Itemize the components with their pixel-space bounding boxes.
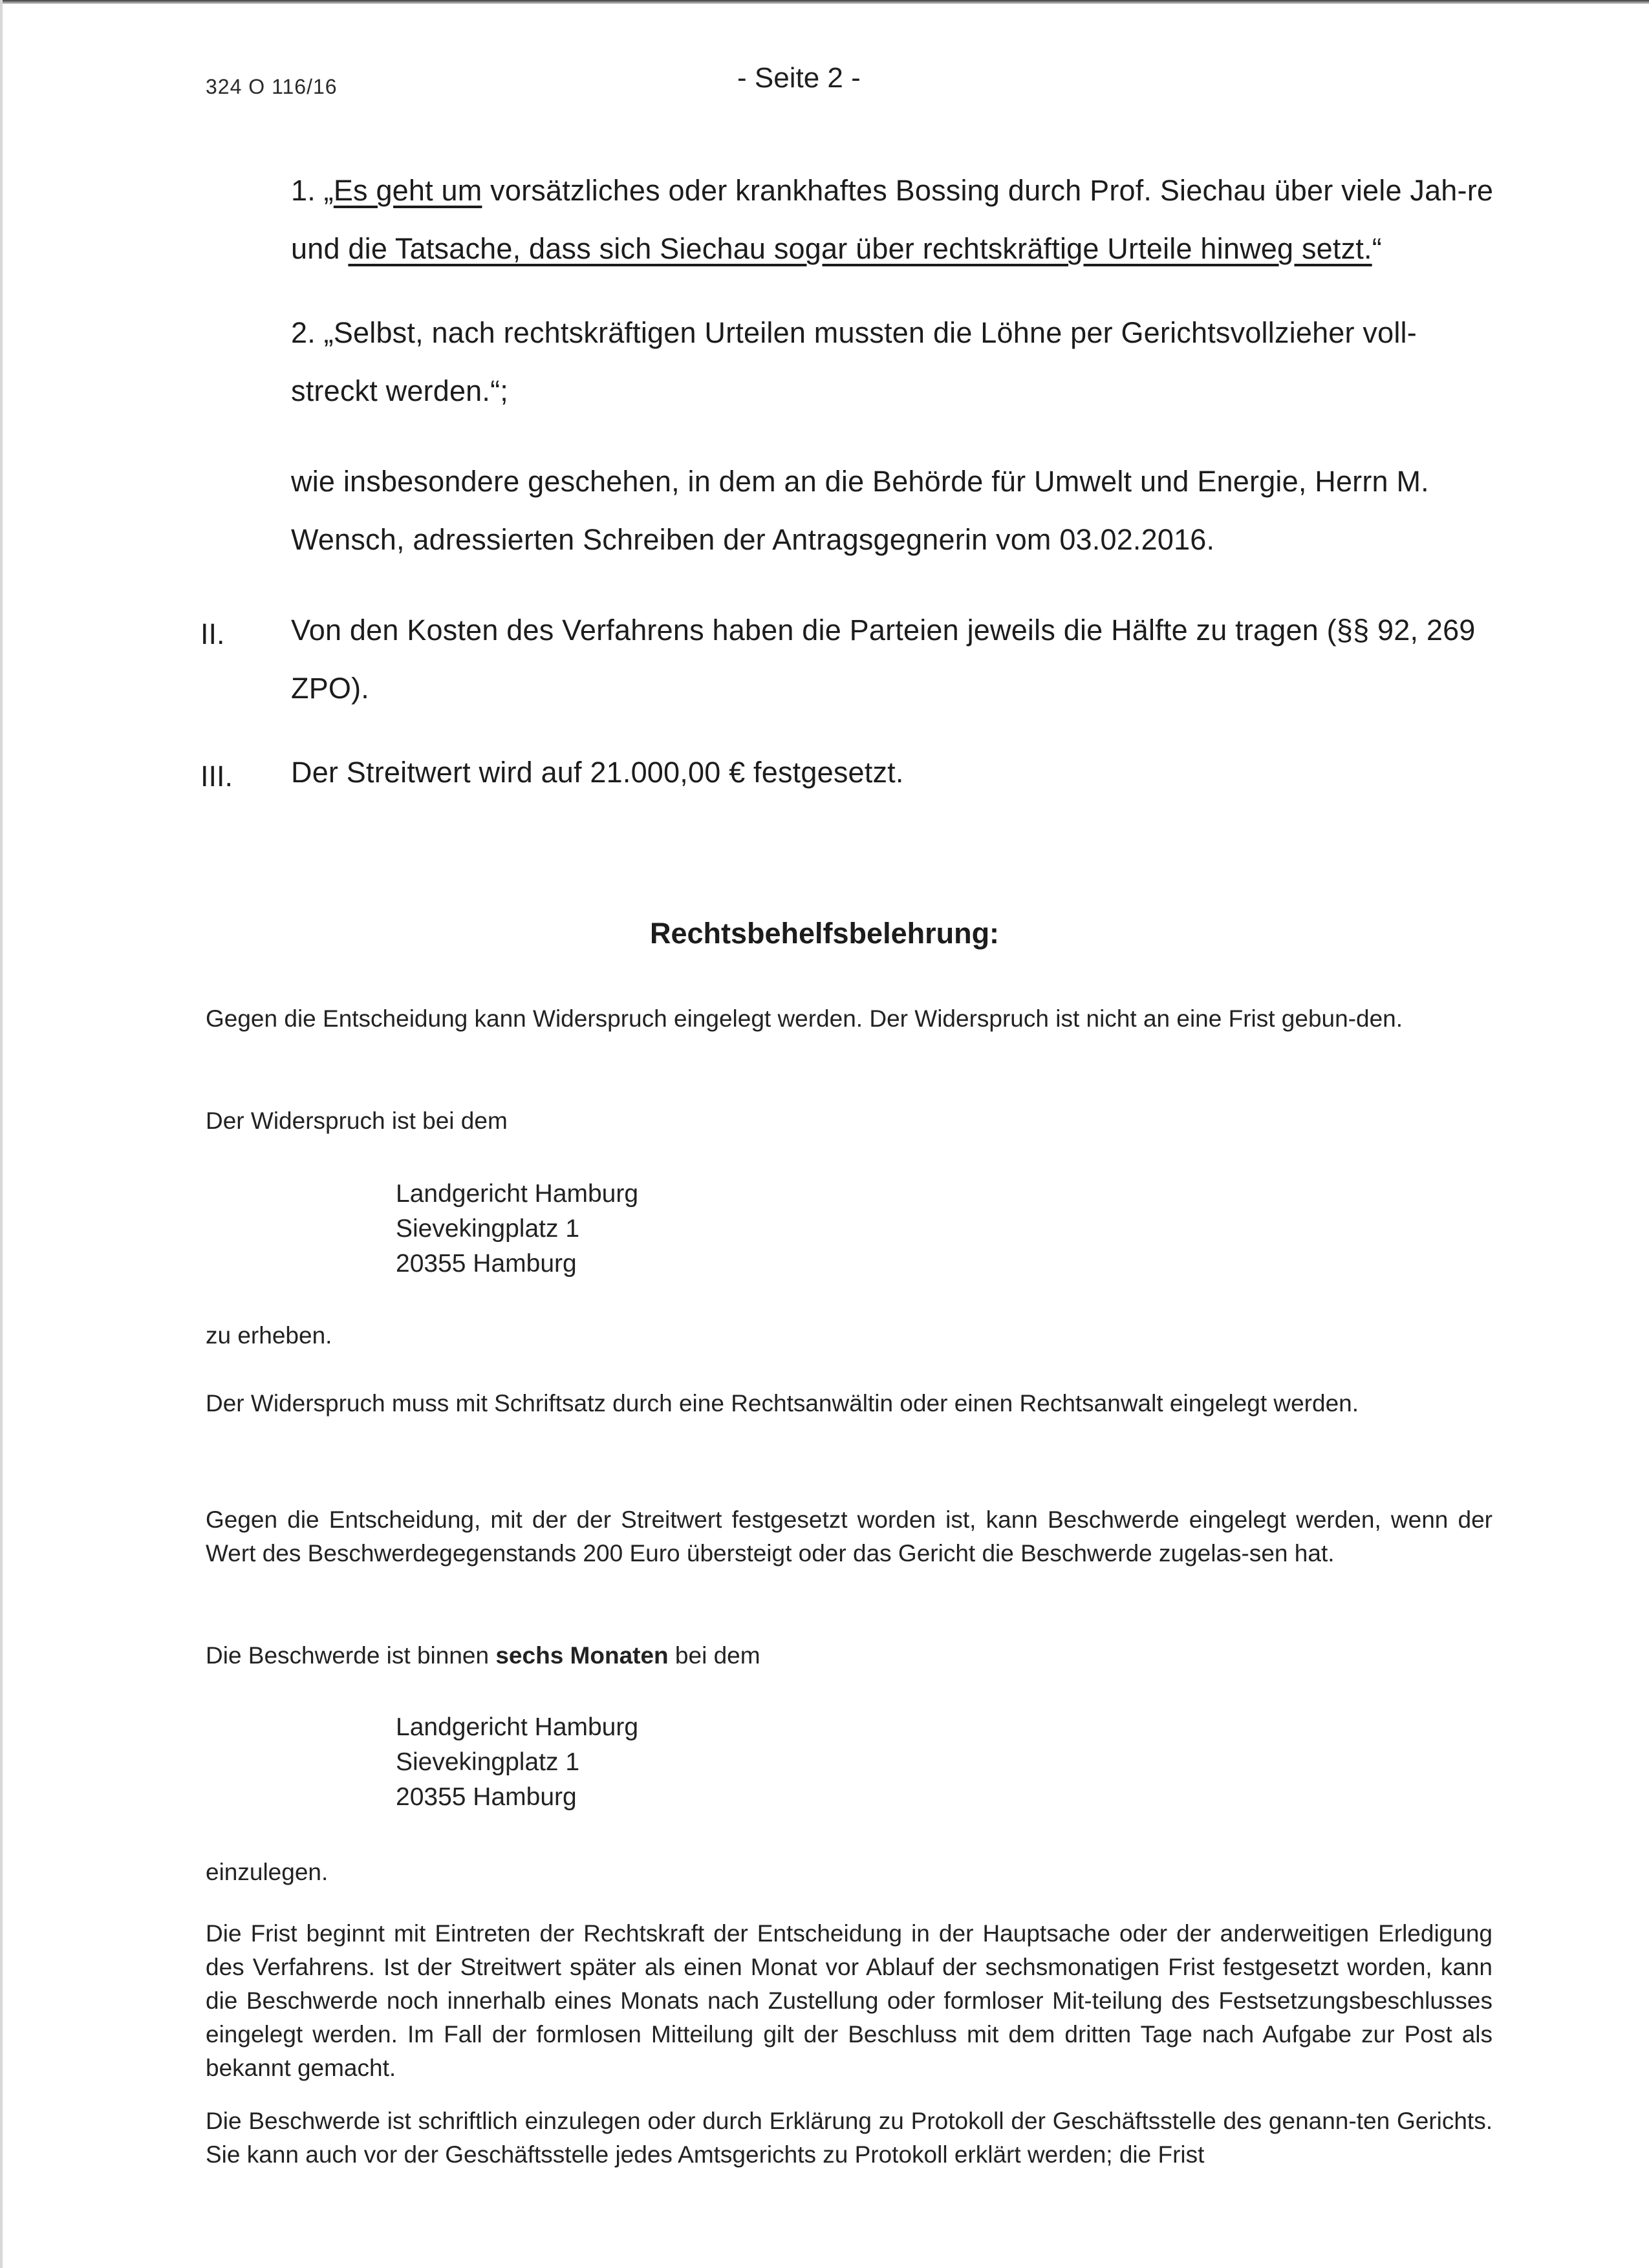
court-address-1-city: 20355 Hamburg [396, 1250, 577, 1278]
court-address-2-street: Sievekingplatz 1 [396, 1748, 580, 1776]
section-iii-text: Der Streitwert wird auf 21.000,00 € festgesetzt. [291, 756, 904, 789]
page-number: - Seite 2 - [737, 62, 861, 94]
quote-item-2: 2. „Selbst, nach rechtskräftigen Urteilen mussten die Löhne per Gerichtsvollzieher voll-streckt werden.“; [291, 316, 1417, 407]
paragraph-deadline-details: Die Frist beginnt mit Eintreten der Rechtskraft der Entscheidung in der Hauptsache oder der anderweitigen Erledigung des Verfahrens. Ist der Streitwert später als einen Monat vor Ablauf der sechsmonatigen Frist festgesetzt worden, kann die Beschwerde noch innerhalb eines Monats nach Zustellung oder formloser Mit-teilung des Festsetzungsbeschlusses eingelegt werden. Im Fall der formlosen Mitteilung gilt der Beschluss mit dem dritten Tage nach Aufgabe zur Post als bekannt gemacht. [206, 1920, 1493, 2081]
complaint-deadline-post: bei dem [668, 1642, 760, 1669]
legal-remedy-heading: Rechtsbehelfsbelehrung: [649, 917, 1000, 950]
paragraph-raise: zu erheben. [206, 1322, 332, 1349]
example-statement: wie insbesondere geschehen, in dem an die Behörde für Umwelt und Energie, Herrn M. Wensch, adressierten Schreiben der Antragsgegnerin vom 03.02.2016. [291, 465, 1429, 556]
scan-edge-top [0, 0, 1649, 4]
quote-item-1-number: 1. „ [291, 174, 334, 207]
quote-item-1-text: vorsätzliches oder krankhaftes Bossing durch Prof. Siechau über viele Jah-re und [291, 174, 1494, 265]
paragraph-complaint-deadline [206, 1639, 1493, 1673]
paragraph-lawyer-requirement: Der Widerspruch muss mit Schriftsatz durch eine Rechtsanwältin oder einen Rechtsanwalt eingelegt werden. [206, 1390, 1359, 1417]
complaint-deadline-pre: Die Beschwerde ist binnen [206, 1642, 496, 1669]
paragraph-written-filing: Die Beschwerde ist schriftlich einzulegen oder durch Erklärung zu Protokoll der Geschäftsstelle des genann-ten Gerichts. Sie kann auch vor der Geschäftsstelle jedes Amtsgerichts zu Protokoll erklärt werden; die Frist [206, 2108, 1493, 2168]
court-address-1-street: Sievekingplatz 1 [396, 1215, 580, 1243]
paragraph-complaint: Gegen die Entscheidung, mit der der Streitwert festgesetzt worden ist, kann Beschwerde eingelegt werden, wenn der Wert des Beschwerdegegenstands 200 Euro übersteigt oder das Gericht die Beschwerde zugelas-sen hat. [206, 1506, 1493, 1567]
court-address-2-name: Landgericht Hamburg [396, 1713, 639, 1741]
quote-item-1-end: “ [1372, 232, 1382, 265]
paragraph-objection-court: Der Widerspruch ist bei dem [206, 1107, 508, 1134]
quote-item-1 [291, 162, 1494, 278]
quote-item-1-underline-b: die Tatsache, dass sich Siechau sogar über rechtskräftige Urteile hinweg setzt. [348, 232, 1372, 265]
quote-item-1-underline-a: Es geht um [333, 174, 482, 207]
complaint-deadline-bold: sechs Monaten [495, 1642, 669, 1669]
court-address-1-name: Landgericht Hamburg [396, 1180, 639, 1208]
court-address-1 [396, 1177, 638, 1281]
case-reference: 324 O 116/16 [206, 75, 338, 98]
section-iii-label: III. [200, 760, 233, 793]
paragraph-file: einzulegen. [206, 1859, 329, 1885]
paragraph-objection: Gegen die Entscheidung kann Widerspruch eingelegt werden. Der Widerspruch ist nicht an eine Frist gebun-den. [206, 1005, 1403, 1032]
scan-edge-left [0, 0, 3, 2268]
court-address-2-city: 20355 Hamburg [396, 1783, 577, 1811]
section-ii-text: Von den Kosten des Verfahrens haben die Parteien jeweils die Hälfte zu tragen (§§ 92, 269 ZPO). [291, 614, 1476, 705]
section-ii-label: II. [200, 617, 225, 650]
court-address-2 [396, 1710, 638, 1815]
